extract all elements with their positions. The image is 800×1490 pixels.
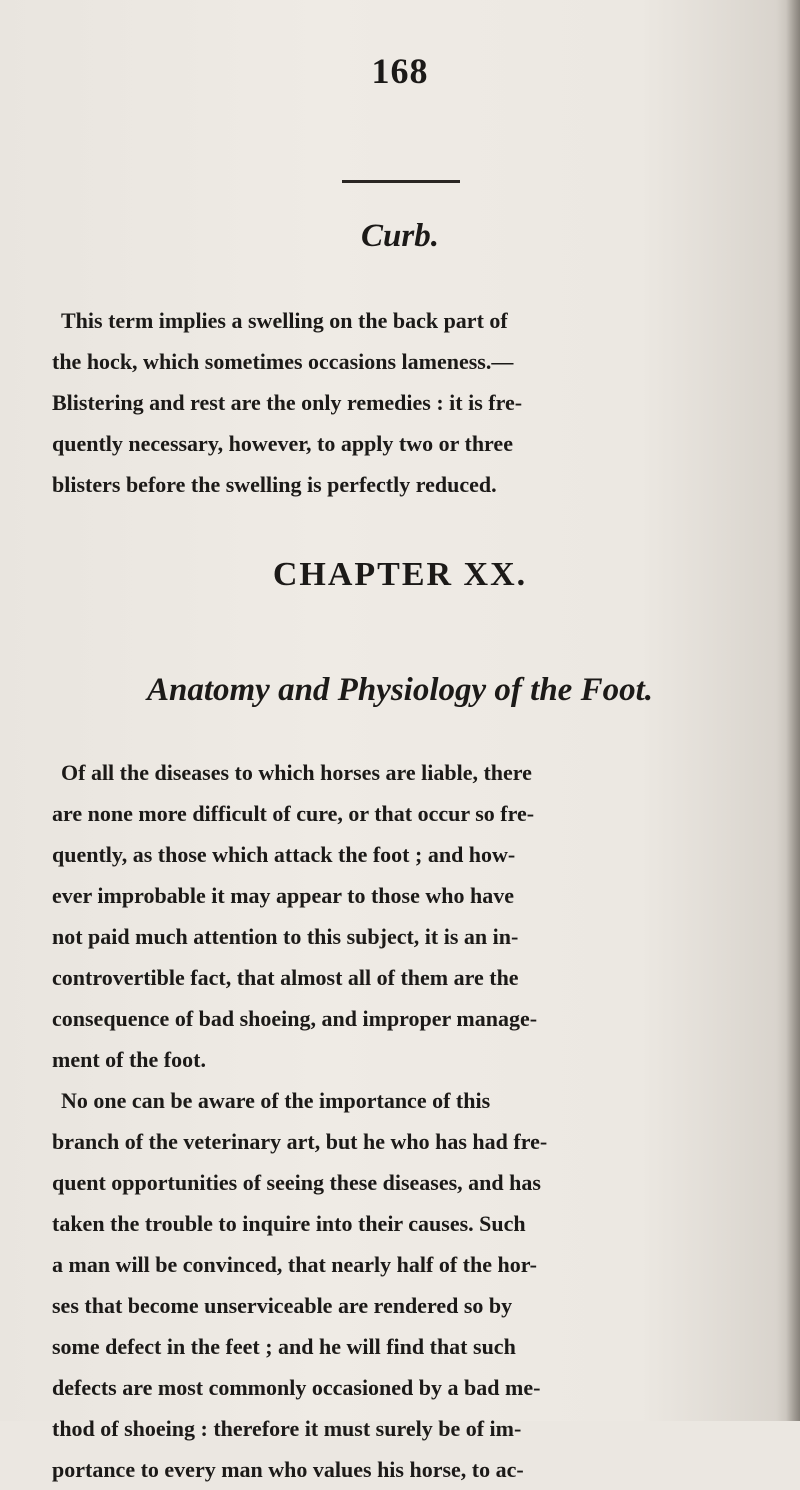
text-line: Blistering and rest are the only remedies : it is fre- — [52, 390, 523, 415]
page-number: 168 — [371, 51, 429, 91]
text-line: ment of the foot. — [52, 1047, 206, 1072]
text-line: consequence of bad shoeing, and improper manage- — [52, 1006, 538, 1031]
text-line: blisters before the swelling is perfectly reduced. — [52, 472, 497, 497]
text-line: a man will be convinced, that nearly half of the hor- — [52, 1252, 537, 1277]
body-paragraph-2 — [52, 1080, 800, 1490]
body-paragraph-1 — [52, 752, 800, 1080]
text-line: branch of the veterinary art, but he who has had fre- — [52, 1129, 548, 1154]
text-line: some defect in the feet ; and he will find that such — [52, 1334, 516, 1359]
text-line: ses that become unserviceable are rendered so by — [52, 1293, 513, 1318]
text-line: quently necessary, however, to apply two or three — [52, 431, 513, 456]
text-line: Of all the diseases to which horses are liable, there — [61, 760, 532, 785]
chapter-subtitle: Anatomy and Physiology of the Foot. — [146, 672, 654, 708]
text-line: quent opportunities of seeing these diseases, and has — [52, 1170, 541, 1195]
text-line: This term implies a swelling on the back part of — [61, 308, 508, 333]
text-line: portance to every man who values his horse, to ac- — [52, 1457, 524, 1482]
text-line: ever improbable it may appear to those who have — [52, 883, 514, 908]
text-line: No one can be aware of the importance of this — [61, 1088, 491, 1113]
text-line: controvertible fact, that almost all of them are the — [52, 965, 519, 990]
text-line: are none more difficult of cure, or that occur so fre- — [52, 801, 535, 826]
header-rule — [342, 180, 460, 183]
chapter-title: CHAPTER XX. — [272, 556, 528, 593]
curb-paragraph — [52, 300, 800, 505]
text-line: defects are most commonly occasioned by a bad me- — [52, 1375, 541, 1400]
section-heading: Curb. — [361, 218, 439, 254]
text-line: thod of shoeing : therefore it must surely be of im- — [52, 1416, 522, 1441]
text-line: not paid much attention to this subject, it is an in- — [52, 924, 519, 949]
text-line: quently, as those which attack the foot ; and how- — [52, 842, 516, 867]
text-line: the hock, which sometimes occasions lameness.— — [52, 349, 514, 374]
text-line: taken the trouble to inquire into their causes. Such — [52, 1211, 526, 1236]
